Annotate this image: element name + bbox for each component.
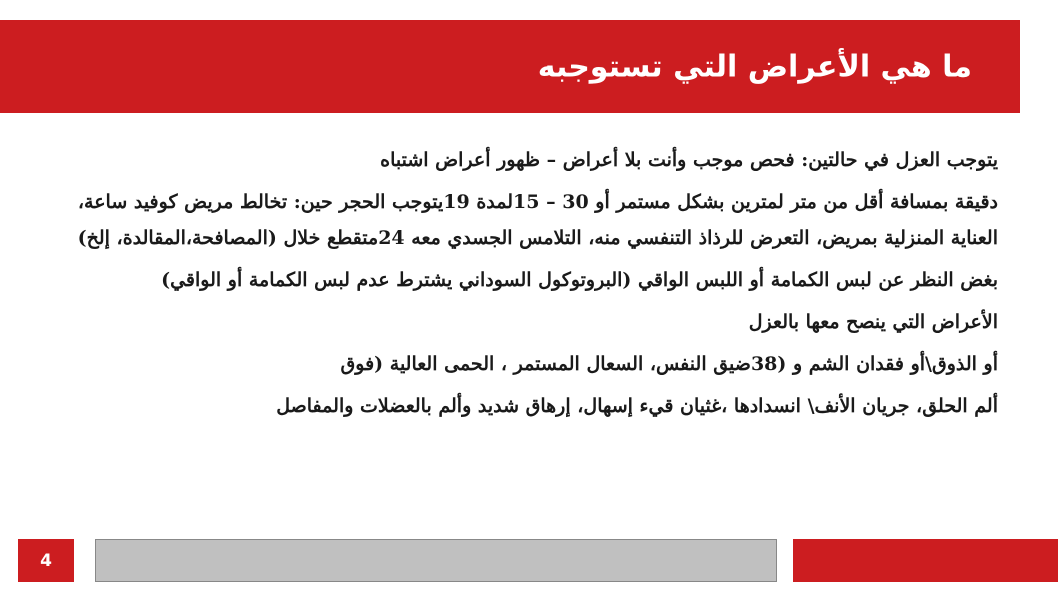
paragraph-symptoms-list-2: ألم الحلق، جريان الأنف\ انسدادها ،غثيان قيء إسهال، إرهاق شديد وألم بالعضلات والمفاصل [276,395,998,417]
paragraph-mask-note: بغض النظر عن لبس الكمامة أو اللبس الواقي (البروتوكول السوداني يشترط عدم لبس الكمامة أو الواقي) [161,269,998,291]
paragraph-quarantine-conditions: دقيقة بمسافة أقل من متر لمترين بشكل مستمر أو 30 – 15لمدة 19يتوجب الحجر حين: تخالط مريض كوفيد ساعة، العناية المنزلية بمريض، التعرض للرذاذ التنفسي منه، التلامس الجسدي معه 24متقطع خلال (المصافحة،المقالدة، إلخ) [77,191,998,249]
page-number: 4 [40,550,52,571]
footer-gray-bar [95,539,777,582]
slide-body [40,142,998,430]
page-number-badge [18,539,74,582]
title-bar [0,20,1020,113]
footer-red-bar [793,539,1058,582]
paragraph-isolation-cases: يتوجب العزل في حالتين: فحص موجب وأنت بلا أعراض – ظهور أعراض اشتباه [380,149,998,171]
slide-title: ما هي الأعراض التي تستوجبه [537,49,972,84]
paragraph-symptoms-list-1: أو الذوق\أو فقدان الشم و (38ضيق النفس، السعال المستمر ، الحمى العالية (فوق [340,353,998,375]
paragraph-symptoms-heading: الأعراض التي ينصح معها بالعزل [748,311,998,333]
